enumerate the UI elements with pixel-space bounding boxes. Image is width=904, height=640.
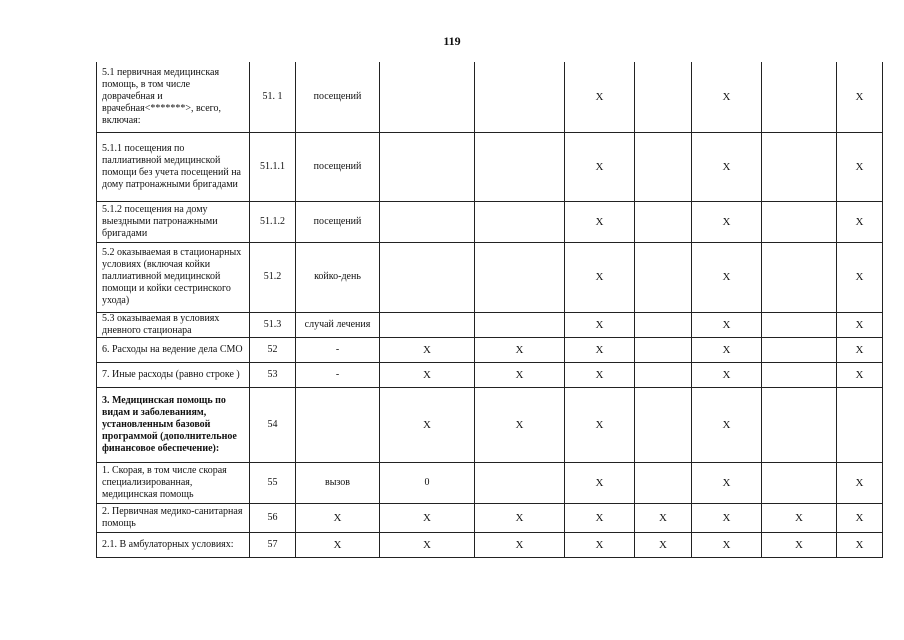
row-code-cell: 53 [250,362,296,387]
table-cell: X [565,132,635,201]
row-code-cell: 52 [250,337,296,362]
table-cell: X [380,503,475,532]
table-cell: X [837,462,883,503]
table-cell: X [635,532,692,557]
table-cell [762,362,837,387]
table-cell: 0 [380,462,475,503]
row-label: 5.1.1 посещения по паллиативной медицинской помощи без учета посещений на дому патронажными бригадами [97,132,250,201]
table-cell: X [692,337,762,362]
table-cell: X [565,532,635,557]
table-cell: X [692,532,762,557]
table-cell: X [475,362,565,387]
table-cell: X [475,503,565,532]
table-cell [762,242,837,312]
table-cell: X [692,62,762,132]
table-cell [475,62,565,132]
table-cell [380,62,475,132]
table-cell [762,201,837,242]
table-cell: X [837,337,883,362]
row-code-cell: 51.1.2 [250,201,296,242]
row-code-cell: 57 [250,532,296,557]
table-cell: X [565,362,635,387]
table-cell: X [762,503,837,532]
row-label: 5.1.2 посещения на дому выездными патронажными бригадами [97,201,250,242]
page-number: 119 [443,34,461,48]
table-cell: X [565,312,635,337]
table-cell [762,62,837,132]
table-cell: X [380,362,475,387]
table-cell: X [837,242,883,312]
table-cell [635,387,692,462]
table-cell: X [837,312,883,337]
table-cell: X [380,532,475,557]
table-row [97,387,883,462]
table-cell: X [692,242,762,312]
table-cell [635,462,692,503]
table-cell: X [837,201,883,242]
table-cell [635,337,692,362]
table-row [97,337,883,362]
table-cell: X [837,362,883,387]
row-code-cell: 56 [250,503,296,532]
table-cell [762,312,837,337]
table-cell [635,132,692,201]
table-row [97,201,883,242]
table-cell: X [635,503,692,532]
table-cell: X [475,337,565,362]
table-row [97,132,883,201]
table-cell [380,312,475,337]
table-row [97,532,883,557]
table-cell: X [565,337,635,362]
table-cell: X [565,387,635,462]
table-cell: X [692,503,762,532]
table-cell: X [692,312,762,337]
table-row [97,462,883,503]
table-cell: X [565,242,635,312]
table-cell [635,312,692,337]
table-cell: X [692,201,762,242]
table-cell [635,362,692,387]
table-row [97,312,883,337]
table-cell: X [837,503,883,532]
table-cell: X [837,62,883,132]
row-label: 7. Иные расходы (равно строке ) [97,362,250,387]
table-cell [380,201,475,242]
table-cell: X [380,337,475,362]
table-cell [762,462,837,503]
row-code-cell: 51. 1 [250,62,296,132]
row-label: 2. Первичная медико-санитарная помощь [97,503,250,532]
row-label: 3. Медицинская помощь по видам и заболеваниям, установленным базовой программой (дополнительное финансовое обеспечение): [97,387,250,462]
unit-cell: - [296,337,380,362]
unit-cell: койко-день [296,242,380,312]
table-cell [475,312,565,337]
row-code-cell: 51.2 [250,242,296,312]
unit-cell: - [296,362,380,387]
table-cell: X [475,387,565,462]
table-cell [475,242,565,312]
table-cell: X [475,532,565,557]
table-cell [762,337,837,362]
table-cell: X [837,132,883,201]
row-label: 1. Скорая, в том числе скорая специализированная, медицинская помощь [97,462,250,503]
unit-cell: посещений [296,132,380,201]
table-row [97,503,883,532]
table-cell: X [692,362,762,387]
table-cell [635,201,692,242]
row-code-cell: 51.3 [250,312,296,337]
table-cell: X [565,462,635,503]
unit-cell: посещений [296,201,380,242]
table-cell: X [837,532,883,557]
row-code-cell: 55 [250,462,296,503]
row-label: 5.3 оказываемая в условиях дневного стационара [97,312,250,337]
table-cell [380,242,475,312]
table-cell: X [692,387,762,462]
table-cell [635,62,692,132]
unit-cell: посещений [296,62,380,132]
row-label: 5.2 оказываемая в стационарных условиях (включая койки паллиативной медицинской помощи и койки сестринского ухода) [97,242,250,312]
table-row [97,362,883,387]
table-cell [475,201,565,242]
unit-cell [296,387,380,462]
table-cell: X [565,201,635,242]
table-cell: X [565,62,635,132]
unit-cell: X [296,503,380,532]
row-label: 2.1. В амбулаторных условиях: [97,532,250,557]
table-row [97,242,883,312]
table-cell: X [762,532,837,557]
table-cell: X [565,503,635,532]
row-label: 6. Расходы на ведение дела СМО [97,337,250,362]
table-cell: X [380,387,475,462]
table-cell [762,132,837,201]
table-cell [635,242,692,312]
unit-cell: случай лечения [296,312,380,337]
row-code-cell: 54 [250,387,296,462]
table-cell [762,387,837,462]
row-label: 5.1 первичная медицинская помощь, в том числе доврачебная и врачебная<*******>, всего, включая: [97,62,250,132]
table-cell [380,132,475,201]
table-cell [837,387,883,462]
table-cell [475,132,565,201]
unit-cell: X [296,532,380,557]
table-cell [475,462,565,503]
unit-cell: вызов [296,462,380,503]
table-cell: X [692,132,762,201]
table-cell: X [692,462,762,503]
table-row [97,62,883,132]
data-table [96,62,883,558]
row-code-cell: 51.1.1 [250,132,296,201]
